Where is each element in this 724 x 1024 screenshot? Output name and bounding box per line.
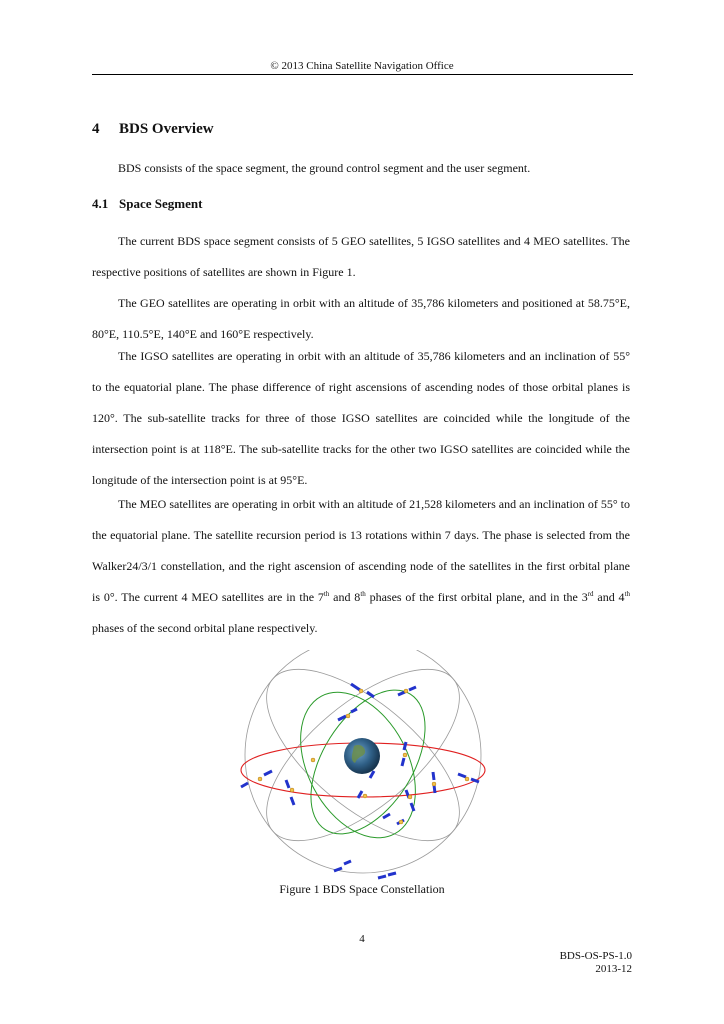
satellite	[367, 692, 374, 697]
header-rule	[92, 74, 633, 75]
satellite	[338, 716, 346, 720]
subsection-heading	[92, 196, 202, 212]
satellite	[402, 758, 404, 766]
satellite	[378, 876, 386, 878]
satellite	[409, 687, 416, 690]
satellite	[398, 692, 405, 695]
satellite	[344, 861, 351, 864]
constellation-figure	[238, 650, 488, 880]
satellite	[404, 742, 406, 750]
satellite	[370, 771, 374, 778]
paragraph-space-segment: The current BDS space segment consists of 5 GEO satellites, 5 IGSO satellites and 4 MEO satellites. The respective positions of satellites are shown in Figure 1.	[92, 234, 630, 279]
satellite	[351, 684, 360, 690]
document-id	[560, 950, 632, 976]
satellite	[458, 774, 466, 777]
figure-caption: Figure 1 BDS Space Constellation	[279, 882, 445, 896]
satellite	[351, 709, 357, 712]
satellite	[241, 783, 248, 787]
section-title: BDS Overview	[119, 121, 214, 137]
paragraph-igso: The IGSO satellites are operating in orbit with an altitude of 35,786 kilometers and an inclination of 55° to the equatorial plane. The phase difference of right ascensions of ascending nodes of those orbital planes is 120°. The sub-satellite tracks for three of those IGSO satellites are coincided while the longitude of the intersection point is at 118°E. The sub-satellite tracks for the other two IGSO satellites are coincided while the longitude of the intersection point is at 95°E.	[92, 349, 630, 487]
satellites	[241, 684, 479, 878]
page-number: 4	[359, 933, 365, 945]
satellite	[264, 771, 272, 775]
paragraph-meo: The MEO satellites are operating in orbit with an altitude of 21,528 kilometers and an inclination of 55° to the equatorial plane. The satellite recursion period is 13 rotations within 7 days. The phase is selected from the Walker24/3/1 constellation, and the right ascension of ascending node of the satellites in the first orbital plane is 0°. The current 4 MEO satellites are in the 7th and 8th phases of the first orbital plane, and in the 3rd and 4th phases of the second orbital plane respectively.	[92, 497, 631, 635]
paragraph-geo: The GEO satellites are operating in orbit with an altitude of 35,786 kilometers and positioned at 58.75°E, 80°E, 110.5°E, 140°E and 160°E respectively.	[92, 296, 630, 341]
satellite	[433, 772, 434, 780]
satellite	[291, 797, 294, 805]
document-date: 2013-12	[595, 963, 632, 975]
satellite	[383, 814, 390, 818]
satellite	[411, 803, 414, 811]
subsection-title: Space Segment	[119, 196, 203, 211]
satellite	[286, 780, 289, 788]
document-code: BDS-OS-PS-1.0	[559, 950, 632, 962]
section-heading	[92, 121, 214, 138]
section-number: 4	[92, 121, 100, 137]
subsection-number: 4.1	[92, 196, 109, 211]
page-header: © 2013 China Satellite Navigation Office	[270, 60, 454, 72]
satellite	[388, 873, 396, 875]
section-intro: BDS consists of the space segment, the ground control segment and the user segment.	[118, 161, 531, 175]
